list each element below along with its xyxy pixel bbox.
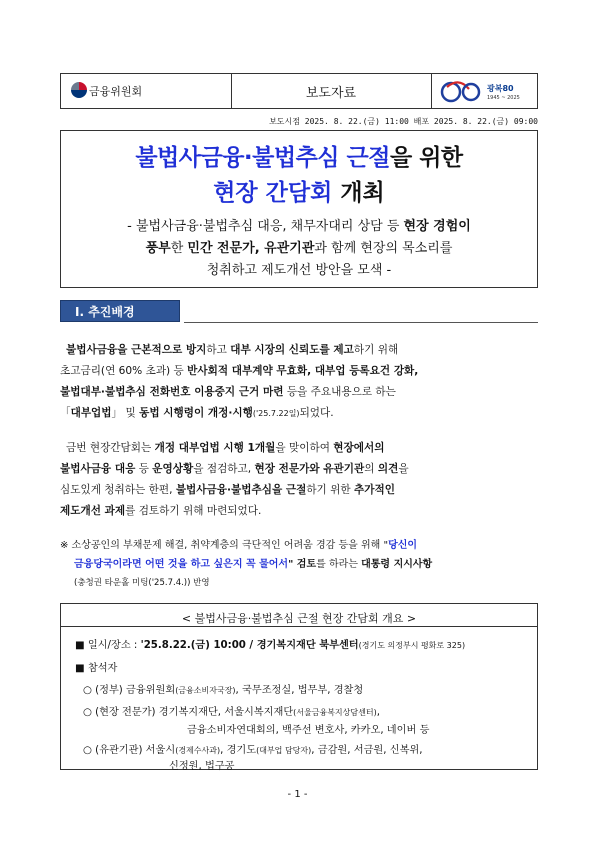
liberation-80-logo	[439, 77, 535, 107]
section-heading: Ⅰ. 추진배경	[75, 305, 135, 319]
headline-highlight-2: 현장 간담회	[213, 180, 333, 206]
subtitle-line-1: - 불법사금융·불법추심 대응, 채무자대리 상담 등 현장 경험이	[127, 219, 471, 234]
para2-line-2: 불법사금융 대응 등 운영상황을 점검하고, 현장 전문가와 유관기관의 의견을	[60, 463, 409, 475]
headline-line-2: 현장 간담회 개최	[213, 180, 385, 206]
overview-attendees-label: ■ 참석자	[75, 663, 118, 674]
attendees-experts-cont: 금융소비자연대회의, 백주선 변호사, 카카오, 네이버 등	[187, 725, 430, 736]
para1-line-3: 불법대부·불법추심 전화번호 이용중지 근거 마련 등을 주요내용으로 하는	[60, 386, 396, 398]
document-type: 보도자료	[305, 86, 357, 101]
title-box	[60, 130, 538, 288]
release-times: 보도시점 2025. 8. 22.(금) 11:00 배포 2025. 8. 22.(금) 09:00	[269, 117, 538, 126]
liberation-80-emblem-icon	[439, 79, 483, 105]
note-line-1: ※ 소상공인의 부채문제 해결, 취약계층의 극단적인 어려움 경감 등을 위해 "당신이	[60, 540, 418, 551]
overview-title: < 불법사금융·불법추심 근절 현장 간담회 개요 >	[181, 612, 417, 625]
attendees-institutions-cont: 신정원, 법구공	[169, 761, 235, 772]
para1-line-2: 초고금리(연 60% 초과) 등 반사회적 대부계약 무효화, 대부업 등록요건 강화,	[60, 365, 419, 377]
headline-highlight-1: 불법사금융·불법추심 근절	[135, 145, 390, 171]
para1-line-1: 불법사금융을 근본적으로 방지하고 대부 시장의 신뢰도를 제고하기 위해	[66, 344, 399, 356]
attendees-experts: ○ (현장 전문가) 경기복지재단, 서울시복지재단(서울금융복지상담센터),	[83, 707, 380, 718]
attendees-institutions: ○ (유관기관) 서울시(경제수사과), 경기도(대부업 담당자), 금감원, 서금원, 신복위,	[83, 745, 423, 756]
para2-line-1: 금번 현장간담회는 개정 대부업법 시행 1개월을 맞이하여 현장에서의	[66, 442, 385, 454]
government-logo-icon	[69, 80, 89, 102]
note-line-3: (충청권 타운홀 미팅('25.7.4.)) 반영	[74, 578, 210, 588]
subtitle-line-2: 풍부한 민간 전문가, 유관기관과 함께 현장의 목소리를	[145, 241, 453, 256]
overview-box	[60, 603, 538, 770]
subtitle-line-3: 청취하고 제도개선 방안을 모색 -	[206, 263, 392, 278]
overview-date-place: ■ 일시/장소 : '25.8.22.(금) 10:00 / 경기복지재단 북부센터(경기도 의정부시 평화로 325)	[75, 640, 466, 651]
section-divider	[184, 322, 538, 323]
header-box	[60, 73, 538, 109]
para2-line-4: 제도개선 과제를 검토하기 위해 마련되었다.	[60, 505, 262, 517]
page-number: - 1 -	[287, 789, 308, 800]
note-line-2: 금융당국이라면 어떤 것을 하고 싶은지 꼭 물어서" 검토를 하라는 대통령 지시사항	[74, 559, 433, 570]
attendees-government: ○ (정부) 금융위원회(금융소비자국장), 국무조정실, 법무부, 경찰청	[83, 685, 364, 696]
agency-name: 금융위원회	[89, 85, 143, 98]
para2-line-3: 심도있게 청취하는 한편, 불법사금융·불법추심을 근절하기 위한 추가적인	[60, 484, 395, 496]
para1-line-4: 「대부업법」 및 동법 시행령이 개정·시행('25.7.22일)되었다.	[60, 407, 334, 419]
liberation-years: 1945 ~ 2025	[487, 95, 520, 101]
section-heading-background	[60, 300, 180, 322]
headline-line-1: 불법사금융·불법추심 근절을 위한	[135, 145, 463, 171]
liberation-text: 광복80	[487, 84, 514, 93]
